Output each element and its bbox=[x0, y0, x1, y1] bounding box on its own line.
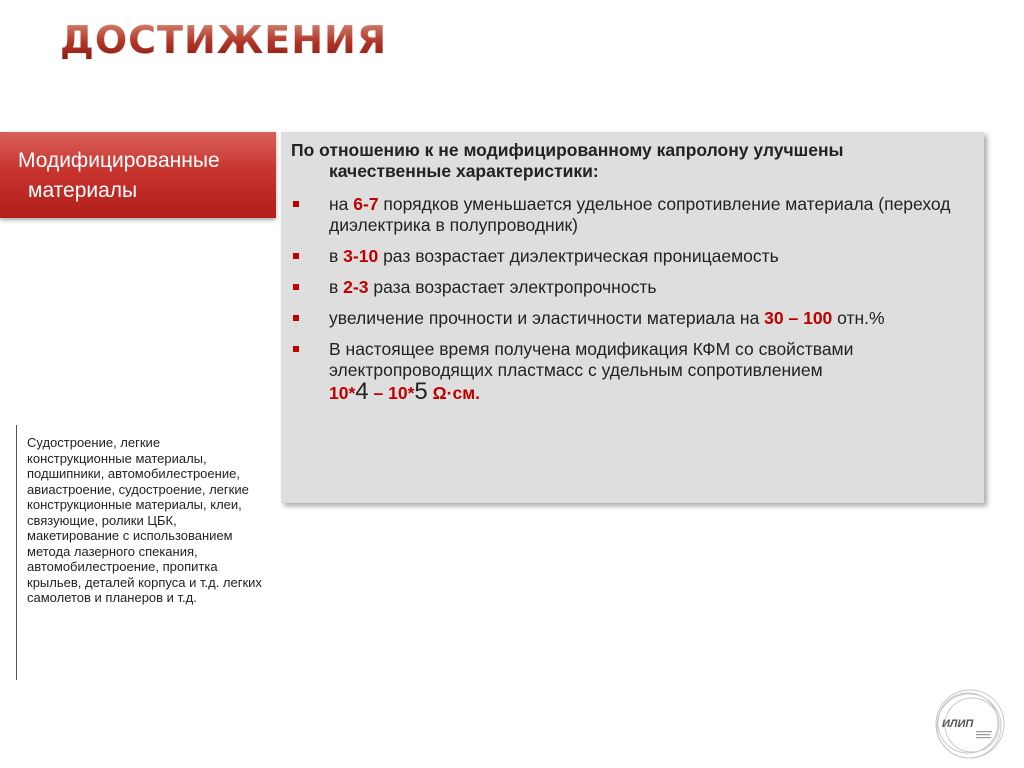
applications-description: Судостроение, легкие конструкционные материалы, подшипники, автомобилестроение, авиастроение, судостроение, легкие конструкционные материалы, клеи, связующие, ролики ЦБК, макетирование с использованием метода лазерного спекания, автомобилестроение, пропитка крыльев, деталей корпуса и т.д. легких самолетов и планеров и т.д. bbox=[16, 425, 268, 680]
bullet-square-icon bbox=[293, 284, 299, 290]
list-item: на 6-7 порядков уменьшается удельное сопротивление материала (переход диэлектрика в полупроводник) bbox=[291, 194, 964, 236]
intro-line2: качественные характеристики: bbox=[329, 161, 599, 181]
highlight-value: 30 – 100 bbox=[764, 308, 833, 328]
intro-line1: По отношению к не модифицированному капролону улучшены bbox=[291, 140, 844, 160]
list-item: в 3-10 раз возрастает диэлектрическая проницаемость bbox=[291, 246, 964, 267]
achievements-list bbox=[291, 194, 964, 404]
bullet-square-icon bbox=[293, 315, 299, 321]
achievements-box bbox=[281, 132, 984, 503]
resistance-value: 10*4 – 10*5 Ω·см. bbox=[329, 378, 480, 405]
intro-text bbox=[291, 140, 964, 182]
section-label-line1: Модифицированные bbox=[18, 149, 220, 172]
highlight-value: 3-10 bbox=[343, 246, 379, 266]
list-item: В настоящее время получена модификация КФМ со свойствами электропроводящих пластмасс с удельным сопротивлением 10*4 – 10*5 Ω·см. bbox=[291, 339, 964, 404]
institute-logo-icon bbox=[932, 686, 1008, 762]
logo-text: ИЛИП bbox=[942, 718, 974, 730]
bullet-square-icon bbox=[293, 346, 299, 352]
section-label-line2: материалы bbox=[28, 179, 138, 202]
highlight-value: 2-3 bbox=[343, 277, 369, 297]
highlight-value: 6-7 bbox=[353, 194, 379, 214]
bullet-square-icon bbox=[293, 201, 299, 207]
page-title: ДОСТИЖЕНИЯ bbox=[60, 18, 388, 62]
list-item: увеличение прочности и эластичности материала на 30 – 100 отн.% bbox=[291, 308, 964, 329]
list-item: в 2-3 раза возрастает электропрочность bbox=[291, 277, 964, 298]
section-label bbox=[0, 132, 276, 218]
bullet-square-icon bbox=[293, 253, 299, 259]
